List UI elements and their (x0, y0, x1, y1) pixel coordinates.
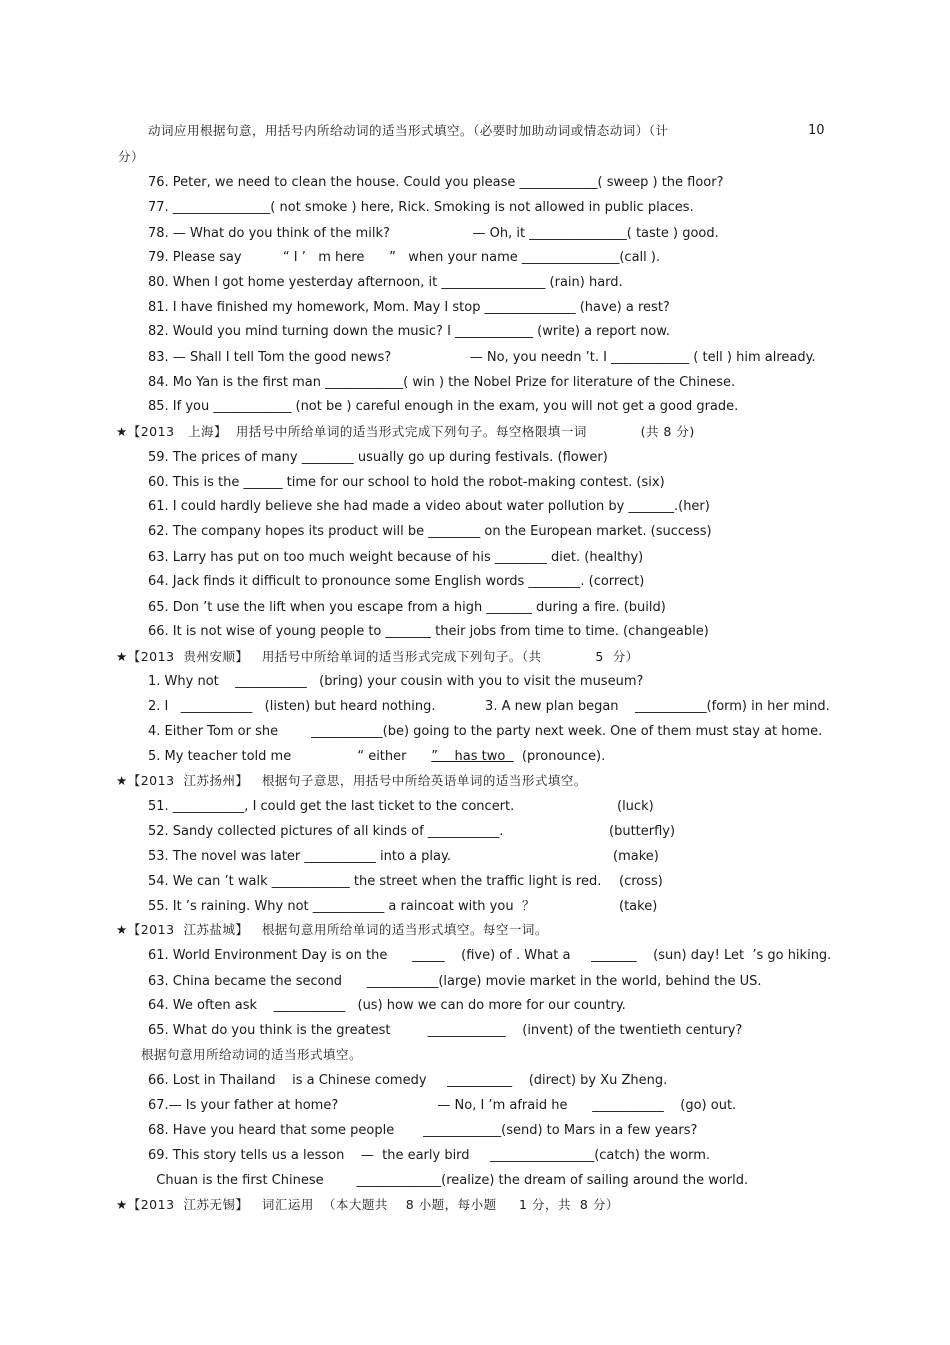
section-header-yangzhou: ★【2013 江苏扬州】 根据句子意思，用括号中所给英语单词的适当形式填空。 (116, 773, 587, 788)
points-tail: 分） (118, 149, 145, 164)
question-line: 54. We can ’t walk ____________ the street when the traffic light is red. (148, 874, 602, 889)
question-line: 52. Sandy collected pictures of all kinds of ___________. (148, 824, 504, 839)
underlined-text: ” has two (431, 749, 514, 764)
question-hint: (pronounce). (513, 749, 606, 764)
question-line: 62. The company hopes its product will be ________ on the European market. (success) (148, 524, 712, 539)
question-line: 69. This story tells us a lesson — the early bird ________________(catch) the worm. (148, 1148, 711, 1163)
section-header-shanghai: ★【2013 上海】 用括号中所给单词的适当形式完成下列句子。每空格限填一词 (共 8 分) (116, 424, 695, 439)
question-line (148, 749, 605, 765)
question-line: 85. If you ____________ (not be ) careful enough in the exam, you will not get a good grade. (148, 399, 739, 414)
question-line: 79. Please say “ I ’ m here ” when your name _______________(call ). (148, 250, 661, 265)
question-line: 64. We often ask ___________ (us) how we can do more for our country. (148, 998, 626, 1013)
question-line: 67.— Is your father at home? — No, I ’m afraid he ___________ (go) out. (148, 1098, 737, 1113)
question-line: 59. The prices of many ________ usually go up during festivals. (flower) (148, 450, 608, 465)
question-line: 61. World Environment Day is on the _____ (five) of . What a _______ (sun) day! Let ’s go hiking. (148, 948, 832, 963)
question-line: 64. Jack finds it difficult to pronounce some English words ________. (correct) (148, 574, 645, 589)
section-header-guizhou: ★【2013 贵州安顺】 用括号中所给单词的适当形式完成下列句子。（共 5 分） (116, 649, 639, 664)
question-line: 66. Lost in Thailand is a Chinese comedy __________ (direct) by Xu Zheng. (148, 1073, 668, 1088)
question-line: 61. I could hardly believe she had made a video about water pollution by _______.(her) (148, 499, 710, 514)
question-line: 63. Larry has put on too much weight because of his ________ diet. (healthy) (148, 550, 644, 565)
question-hint: (butterfly) (609, 824, 676, 839)
section-header-yancheng: ★【2013 江苏盐城】 根据句意用所给单词的适当形式填空。每空一词。 (116, 922, 548, 937)
question-line: Chuan is the first Chinese _____________(realize) the dream of sailing around the world. (148, 1173, 749, 1188)
question-line: 53. The novel was later ___________ into a play. (148, 849, 451, 864)
question-hint: (luck) (617, 799, 654, 814)
question-hint: (make) (613, 849, 659, 864)
question-text: 5. My teacher told me “ either (148, 749, 432, 764)
question-line: 68. Have you heard that some people ____________(send) to Mars in a few years? (148, 1123, 698, 1138)
question-line: 66. It is not wise of young people to _______ their jobs from time to time. (changeable) (148, 624, 709, 639)
question-line: 81. I have finished my homework, Mom. May I stop ______________ (have) a rest? (148, 300, 670, 315)
question-line: 63. China became the second ___________(large) movie market in the world, behind the US. (148, 974, 762, 989)
question-line: 78. — What do you think of the milk? — Oh, it _______________( taste ) good. (148, 226, 719, 241)
section-instruction: 动词应用根据句意，用括号内所给动词的适当形式填空。（必要时加助动词或情态动词）（计 (148, 123, 669, 138)
section-header-wuxi: ★【2013 江苏无锡】 词汇运用 （本大题共 8 小题，每小题 1 分，共 8 分） (116, 1197, 619, 1212)
question-line: 1. Why not ___________ (bring) your cousin with you to visit the museum? (148, 674, 644, 689)
question-hint: (cross) (619, 874, 663, 889)
question-line: 4. Either Tom or she ___________(be) going to the party next week. One of them must stay at home. (148, 724, 823, 739)
question-line: 51. ___________, I could get the last ticket to the concert. (148, 799, 515, 814)
points-number: 10 (808, 123, 825, 138)
question-line: 60. This is the ______ time for our school to hold the robot-making contest. (six) (148, 475, 665, 490)
question-hint: (take) (619, 899, 658, 914)
question-line: 84. Mo Yan is the first man ____________( win ) the Nobel Prize for literature of the Chinese. (148, 375, 736, 390)
question-line: 55. It ’s raining. Why not ___________ a raincoat with you ？ (148, 899, 535, 914)
question-line: 65. Don ’t use the lift when you escape from a high _______ during a fire. (build) (148, 600, 666, 615)
question-line: 76. Peter, we need to clean the house. Could you please ____________( sweep ) the floor? (148, 175, 724, 190)
question-line: 2. I ___________ (listen) but heard nothing. 3. A new plan began ___________(form) in her mind. (148, 699, 830, 714)
question-line: 83. — Shall I tell Tom the good news? — No, you needn ’t. I ____________ ( tell ) him already. (148, 350, 816, 365)
question-line: 77. _______________( not smoke ) here, Rick. Smoking is not allowed in public places. (148, 200, 694, 215)
question-line: 80. When I got home yesterday afternoon, it ________________ (rain) hard. (148, 275, 623, 290)
question-line: 65. What do you think is the greatest ____________ (invent) of the twentieth century? (148, 1023, 743, 1038)
subsection-instruction: 根据句意用所给动词的适当形式填空。 (141, 1047, 363, 1062)
question-line: 82. Would you mind turning down the music? I ____________ (write) a report now. (148, 324, 670, 339)
